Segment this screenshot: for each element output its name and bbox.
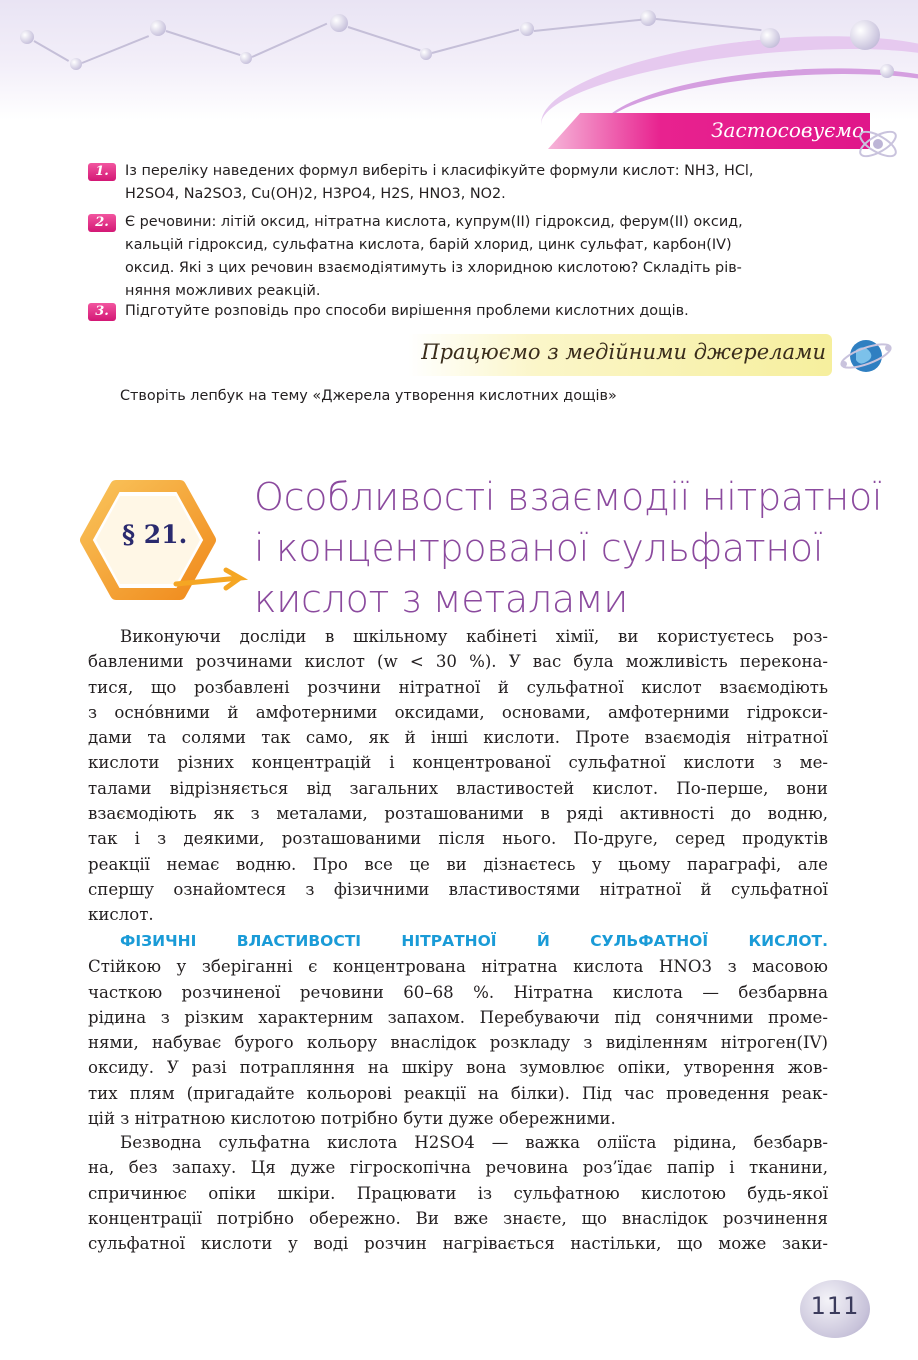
body-line: Виконуючи досліди в шкільному кабінеті хімії, ви користуєтесь роз- [120, 627, 828, 646]
globe-icon [838, 328, 894, 384]
body-line: реакції немає водню. Про все це ви дізнаєтесь у цьому параграфі, але [88, 854, 828, 874]
task-item [88, 300, 848, 323]
task-text [125, 160, 848, 206]
task-item [88, 160, 848, 206]
body-line: сульфатної кислоти у воді розчин нагрівається настільки, що може заки- [88, 1234, 828, 1254]
task-line: Є речовини: літій оксид, нітратна кислота, купрум(ІІ) гідроксид, ферум(ІІ) оксид, [125, 214, 743, 230]
body-paragraph [88, 1130, 828, 1256]
task-number-badge: 2. [88, 214, 116, 232]
body-line: часткою розчиненої речовини 60–68 %. Нітратна кислота — безбарвна [88, 982, 828, 1002]
body-line: рідина з різким характерним запахом. Перебуваючи під сонячними проме- [88, 1007, 828, 1027]
task-line: кальцій гідроксид, сульфатна кислота, барій хлорид, цинк сульфат, карбон(IV) [125, 237, 732, 253]
body-line: кислот. [88, 905, 154, 925]
body-line: нями, набуває бурого кольору внаслідок розкладу з виділенням нітроген(IV) [88, 1033, 828, 1053]
task-line: H2SO4, Na2SO3, Cu(OH)2, H3PO4, H2S, HNO3, NO2. [125, 186, 506, 202]
body-line: так і з деякими, розташованими після нього. По-друге, серед продуктів [88, 829, 828, 849]
title-line: Особливості взаємодії нітратної [254, 475, 883, 519]
task-line: няння можливих реакцій. [125, 283, 321, 299]
body-line: кислоти різних концентрацій і концентрованої сульфатної кислоти з ме- [88, 753, 828, 773]
body-line: тих плям (пригадайте кольорові реакції на білки). Під час проведення реак- [88, 1083, 828, 1103]
body-line: тися, що розбавлені розчини нітратної й сульфатної кислот взаємодіють [88, 677, 828, 697]
section-tab-media-label: Працюємо з медійними джерелами [421, 340, 826, 364]
section-heading: ФІЗИЧНІ ВЛАСТИВОСТІ НІТРАТНОЇ Й СУЛЬФАТНОЇ КИСЛОТ. [120, 932, 828, 950]
body-line [88, 928, 828, 954]
body-line: взаємодіють як з металами, розташованими в ряді активності до водню, [88, 804, 828, 824]
page-number: 111 [810, 1292, 860, 1320]
body-paragraph [88, 928, 828, 1131]
body-line: на, без запаху. Ця дуже гігроскопічна речовина роз’їдає папір і тканини, [88, 1158, 828, 1178]
body-line: цій з нітратною кислотою потрібно бути дуже обережними. [88, 1109, 616, 1129]
task-number-badge: 1. [88, 163, 116, 181]
body-line: оксиду. У разі потрапляння на шкіру вона зумовлює опіки, утворення жов- [88, 1058, 828, 1078]
section-tab-apply-label: Застосовуємо [711, 118, 864, 142]
body-line: Стійкою у зберіганні є концентрована нітратна кислота HNO3 з масовою [88, 957, 828, 977]
body-paragraph [88, 624, 828, 928]
body-line: Безводна сульфатна кислота H2SO4 — важка оліїста рідина, безбарв- [120, 1133, 828, 1152]
title-line: і концентрованої сульфатної [254, 526, 824, 570]
body-line: спершу ознайомтеся з фізичними властивостями нітратної й сульфатної [88, 879, 828, 899]
body-line: дами та солями так само, як й інші кислоти. Проте взаємодія нітратної [88, 728, 828, 748]
paragraph-title [254, 472, 883, 625]
task-line: Підготуйте розповідь про способи вирішення проблеми кислотних дощів. [125, 303, 689, 319]
task-number-badge: 3. [88, 303, 116, 321]
title-line: кислот з металами [254, 577, 628, 621]
task-line: Із переліку наведених формул виберіть і класифікуйте формули кислот: NH3, HCl, [125, 163, 754, 179]
task-text [125, 300, 848, 323]
body-line: бавленими розчинами кислот (w < 30 %). У вас була можливість переконa- [88, 652, 828, 672]
body-line: спричинює опіки шкіри. Працювати із сульфатною кислотою будь-якої [88, 1183, 828, 1203]
media-task-text: Створіть лепбук на тему «Джерела утворення кислотних дощів» [120, 388, 617, 404]
atom-orbit-icon [858, 118, 910, 166]
body-line: концентрації потрібно обережно. Ви вже знаєте, що внаслідок розчинення [88, 1208, 828, 1228]
body-line: талами відрізняється від загальних властивостей кислот. По-перше, вони [88, 778, 828, 798]
task-line: оксид. Які з цих речовин взаємодіятимуть із хлоридною кислотою? Складіть рів- [125, 260, 742, 276]
task-text [125, 211, 848, 303]
paragraph-number: § 21. [122, 520, 188, 549]
body-line: з осно́вними й амфотерними оксидами, основами, амфотерними гідрокси- [88, 702, 828, 722]
task-item [88, 211, 848, 303]
